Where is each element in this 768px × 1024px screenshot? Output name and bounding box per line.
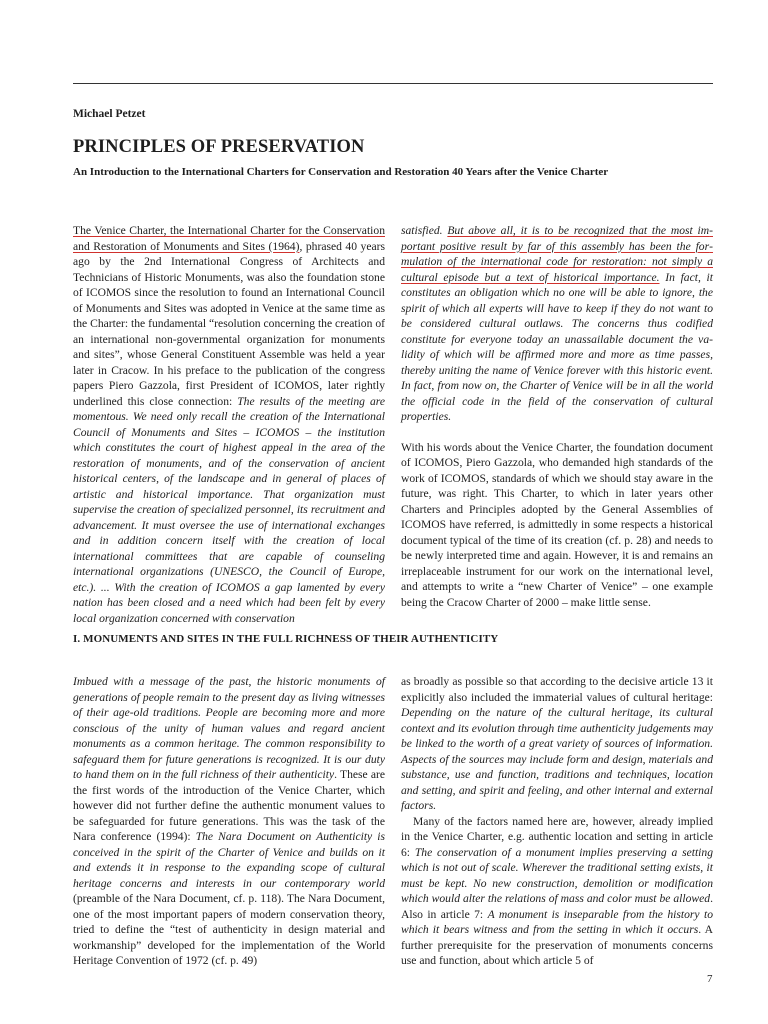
body-text: . These are the first words of the introduction of the Venice Charter, which however did not further define the authentic monument values to be safeguarded for future generations. This was the task of the Nara conference (1994):	[73, 768, 386, 843]
underlined-annotation: But above all, it is to be recognized that the most important positive result by far of this assembly has been the formulation of the international code for restoration: not simply a cultural episode but a text of historical importance.	[401, 224, 713, 284]
section-heading: I. MONUMENTS AND SITES IN THE FULL RICHNESS OF THEIR AUTHENTICITY	[73, 633, 499, 645]
quote-text: satisfied.	[401, 224, 448, 237]
body-text: . Also in article 7:	[401, 892, 713, 921]
body-text: as broadly as possible so that according to the decisive article 13 it explicitly also included the immaterial values of cultural heritage:	[401, 675, 713, 704]
paragraph	[401, 814, 713, 969]
paper-title: PRINCIPLES OF PRESERVATION	[73, 137, 365, 157]
quote-text: Imbued with a message of the past, the historic monuments of generations of people remain to the present day as living witnesses of their age-old traditions. People are becoming more and more conscious of the unity of human values and regard ancient monuments as a common heritage. The common responsibility to safeguard them for future generations is recognized. It is our duty to hand them on in the full richness of their authenticity	[73, 675, 385, 781]
author-name: Michael Petzet	[73, 108, 146, 120]
quote-text: The results of the meeting are momentous. We need only recall the creation of the International Council of Monuments and Sites – ICOMOS – the institution which constitutes the court of highest appeal in the area of the restoration of monuments, and of the conservation of ancient historical centers, of the landscape and in general of places of artistic and historical importance. That organization must supervise the creation of specialized personnel, its recruitment and advancement. It must oversee the use of international exchanges and in addition concern itself with the creation of local international committees that are capable of counseling international organizations (UNESCO, the Council of Europe, etc.). ... With the creation of ICOMOS a gap lamented by every nation has been closed and a need which had been felt by every local organization concerned with conservation	[73, 394, 385, 625]
paragraph	[73, 223, 385, 626]
paragraph	[401, 674, 713, 814]
page-number: 7	[707, 973, 713, 985]
body-text: , phrased 40 years ago by the 2nd International Congress of Architects and Technicians of Historic Monuments, was also the foundation stone of ICOMOS since the resolution to found an International Council of Monuments and Sites was adopted in Venice at the same time as the Charter: the fundamental “resolution concerning the creation of an international non-governmental organization for monuments and sites”, whose General Constituent Assemble was held a year later in Cracow. In his preface to the publication of the congress papers Piero Gazzola, first President of ICOMOS, later rightly underlined this close connection:	[73, 239, 385, 408]
body-text: (preamble of the Nara Document, cf. p. 118). The Nara Document, one of the most important papers of modern conservation theory, tried to define the “test of authenticity in design material and workmanship” developed for the implementation of the World Heritage Convention of 1972 (cf. p. 49)	[73, 892, 385, 967]
column-1	[73, 223, 385, 626]
underlined-annotation: The Venice Charter, the International Charter for the Conservation and Restoration of Monuments and Sites (1964)	[73, 224, 385, 253]
paragraph	[401, 223, 713, 425]
paper-subtitle: An Introduction to the International Charters for Conservation and Restoration 40 Years after the Venice Charter	[73, 166, 609, 178]
body-text: . A further prerequisite for the preservation of monuments concerns use and function, about which article 5 of	[401, 923, 713, 967]
quote-text: A monument is inseparable from the history to which it bears witness and from the setting in which it occurs	[401, 907, 714, 936]
column-3	[73, 674, 385, 969]
paragraph: With his words about the Venice Charter, the foundation document of ICOMOS, Piero Gazzola, who demanded high standards of the work of ICOMOS, standards of which we should stay aware in the future, was right. This Charter, to which in later years other Charters and Principles adopted by the General Assemblies of ICOMOS have referred, is admittedly in some respects a historical document typical of the time of its creation (cf. p. 28) and needs to be newly interpreted time and again. However, it is and remains an irreplaceable instrument for our work on the international level, and attempts to write a “new Charter of Venice” – one example being the Cracow Charter of 2000 – make little sense.	[401, 440, 713, 609]
quote-text: In fact, it constitutes an obligation which no one will be able to ignore, the spirit of which all experts will have to keep if they do not want to be considered cultural outlaws. The concerns thus codified constitute for everyone today an unassailable document the validity of which will be affirmed more and more as time passes, thereby uniting the name of Venice forever with this historic event. In fact, from now on, the Charter of Venice will be in all the world the official code in the field of the conservation of cultural properties.	[401, 270, 713, 423]
quote-text: The Nara Document on Authenticity is conceived in the spirit of the Charter of Venice and builds on it and extends it in response to the expanding scope of cultural heritage concerns and interests in our contemporary world	[73, 830, 385, 890]
paragraph	[73, 674, 385, 969]
column-4	[401, 674, 713, 969]
column-2	[401, 223, 713, 610]
quote-text: The conservation of a monument implies preserving a setting which is not out of scale. Wherever the traditional setting exists, it must be kept. No new construction, demolition or modification which would alter the relations of mass and color must be allowed	[401, 845, 714, 905]
quote-text: Depending on the nature of the cultural heritage, its cultural context and its evolution through time authenticity judgements may be linked to the worth of a great variety of sources of information. Aspects of the sources may include form and design, materials and substance, use and function, traditions and techniques, location and setting, and spirit and feeling, and other internal and external factors.	[401, 706, 713, 812]
header-rule	[73, 83, 713, 84]
body-text: Many of the factors named here are, however, already implied in the Venice Charter, e.g. authentic location and setting in article 6:	[401, 814, 713, 859]
